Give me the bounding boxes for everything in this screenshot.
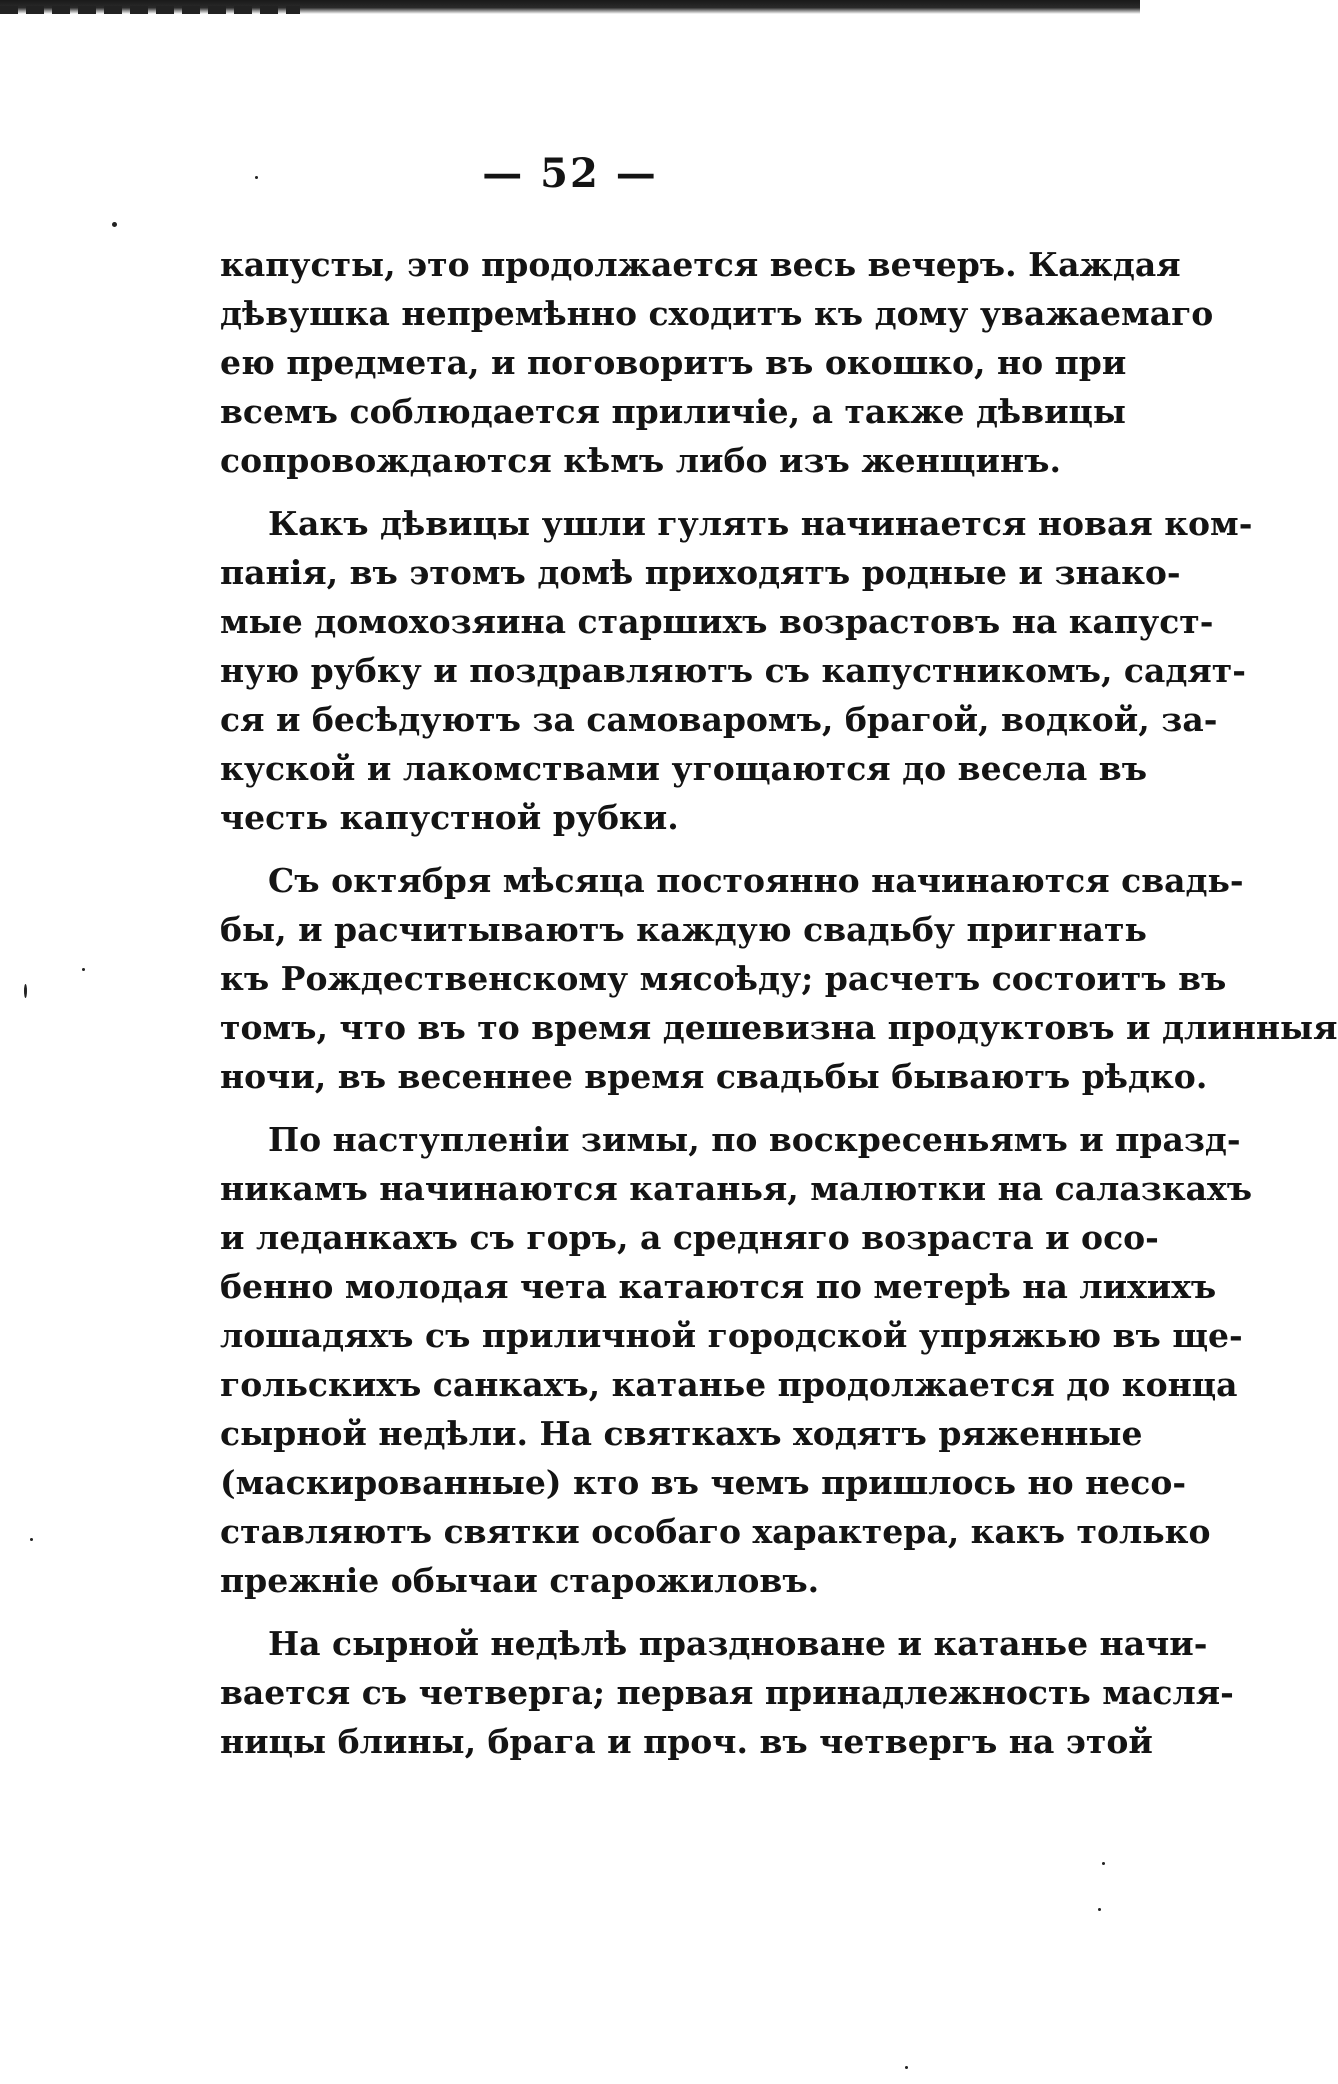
text-line: Съ октября мѣсяца постоянно начинаются свадь- — [268, 861, 1244, 900]
text-line: гольскихъ санкахъ, катанье продолжается до конца — [220, 1365, 1238, 1404]
scan-speck — [112, 222, 117, 227]
scan-speck — [30, 1538, 33, 1541]
paragraph — [220, 1115, 1253, 1605]
text-line: Какъ дѣвицы ушли гулять начинается новая ком- — [268, 504, 1253, 543]
paragraph — [220, 499, 1253, 842]
page-number: — 52 — — [482, 150, 658, 197]
text-line: ею предмета, и поговоритъ въ окошко, но при — [220, 343, 1127, 382]
text-line: всемъ соблюдается приличіе, а также дѣвицы — [220, 392, 1127, 431]
text-line: мые домохозяина старшихъ возрастовъ на капуст- — [220, 602, 1214, 641]
body-text — [220, 240, 1338, 1766]
scan-speck — [1102, 1862, 1105, 1865]
text-line: ницы блины, брага и проч. въ четвергъ на этой — [220, 1722, 1153, 1761]
paragraph-gap — [220, 842, 1115, 856]
text-line: капусты, это продолжается весь вечеръ. Каждая — [220, 245, 1181, 284]
scan-speck — [24, 984, 27, 998]
scan-speck — [82, 968, 85, 971]
scan-top-edge-fragment — [0, 6, 300, 14]
paragraph-gap — [220, 1101, 1115, 1115]
scan-speck — [1098, 1908, 1101, 1911]
text-line: и леданкахъ съ горъ, а средняго возраста и осо- — [220, 1218, 1159, 1257]
text-line: ную рубку и поздравляютъ съ капустникомъ, садят- — [220, 651, 1246, 690]
text-line: ночи, въ весеннее время свадьбы бываютъ рѣдко. — [220, 1057, 1208, 1096]
paragraph-gap — [220, 1605, 1115, 1619]
text-line: вается съ четверга; первая принадлежность масля- — [220, 1673, 1234, 1712]
text-line: сопровождаются кѣмъ либо изъ женщинъ. — [220, 441, 1061, 480]
text-line: томъ, что въ то время дешевизна продуктовъ и длинныя — [220, 1008, 1338, 1047]
text-line: На сырной недѣлѣ праздноване и катанье начи- — [268, 1624, 1208, 1663]
text-line: куской и лакомствами угощаются до весела въ — [220, 749, 1148, 788]
text-line: честь капустной рубки. — [220, 798, 679, 837]
text-line: сырной недѣли. На святкахъ ходятъ ряженные — [220, 1414, 1143, 1453]
text-line: По наступленіи зимы, по воскресеньямъ и празд- — [268, 1120, 1241, 1159]
text-line: дѣвушка непремѣнно сходитъ къ дому уважаемаго — [220, 294, 1214, 333]
text-line: ся и бесѣдуютъ за самоваромъ, брагой, водкой, за- — [220, 700, 1218, 739]
text-line: прежніе обычаи старожиловъ. — [220, 1561, 820, 1600]
scan-speck — [905, 2066, 908, 2069]
paragraph — [220, 240, 1214, 485]
paragraph — [220, 856, 1338, 1101]
text-line: къ Рождественскому мясоѣду; расчетъ состоитъ въ — [220, 959, 1227, 998]
text-line: (маскированные) кто въ чемъ пришлось но несо- — [220, 1463, 1187, 1502]
text-line: ставляютъ святки особаго характера, какъ только — [220, 1512, 1211, 1551]
text-line: бы, и расчитываютъ каждую свадьбу пригнать — [220, 910, 1147, 949]
scan-speck — [255, 176, 258, 179]
text-line: бенно молодая чета катаются по метерѣ на лихихъ — [220, 1267, 1217, 1306]
text-line: лошадяхъ съ приличной городской упряжью въ ще- — [220, 1316, 1243, 1355]
paragraph-gap — [220, 485, 1115, 499]
text-line: панія, въ этомъ домѣ приходятъ родные и знако- — [220, 553, 1181, 592]
text-line: никамъ начинаются катанья, малютки на салазкахъ — [220, 1169, 1253, 1208]
paragraph — [220, 1619, 1234, 1766]
